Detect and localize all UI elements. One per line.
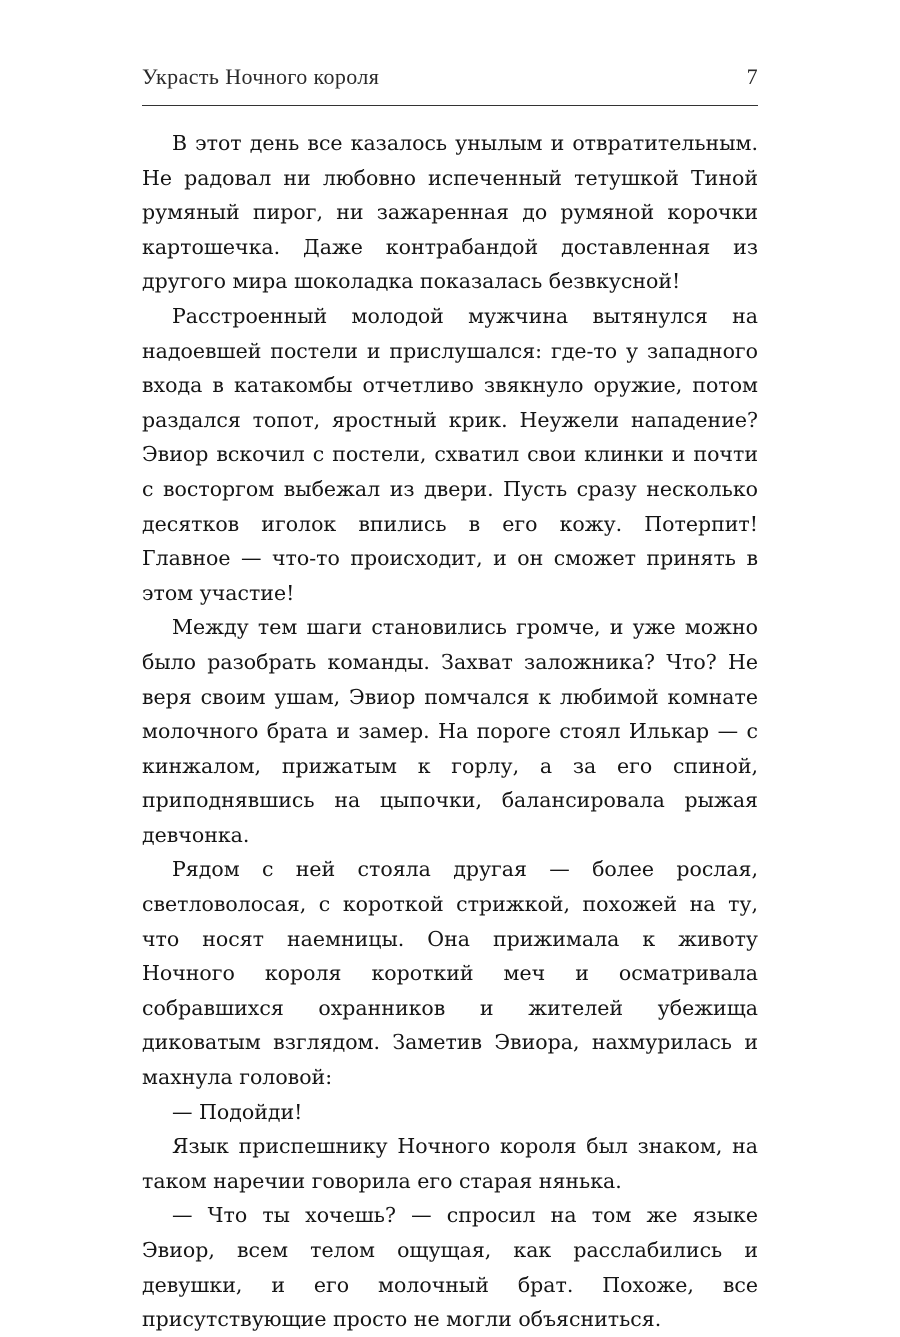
page-number: 7 <box>746 64 758 89</box>
header-divider <box>142 105 758 106</box>
dialogue-line-1: — Подойди! <box>172 1099 303 1124</box>
paragraph-4: Рядом с ней стояла другая — более рослая, светловолосая, с короткой стрижкой, похожей на ту, что носят наемницы. Она прижимала к животу Ночного короля короткий меч и осматривала собравшихся охранников и жителей убежища диковатым взглядом. Заметив Эвиора, нахмурилась и махнула головой: <box>142 857 758 1090</box>
dialogue-line-2: — Что ты хочешь? — спросил на том же языке Эвиор, всем телом ощущая, как расслабились и девушки, и его молочный брат. Похоже, все присутствующие просто не могли объясниться. <box>142 1203 758 1332</box>
paragraph-2: Расстроенный молодой мужчина вытянулся на надоевшей постели и прислушался: где-то у западного входа в катакомбы отчетливо звякнуло оружие, потом раздался топот, яростный крик. Неужели нападение? Эвиор вскочил с постели, схватил свои клинки и почти с восторгом выбежал из двери. Пусть сразу несколько десятков иголок впились в его кожу. Потерпит! Главное — что-то происходит, и он сможет принять в этом участие! <box>142 303 758 605</box>
page-body <box>142 126 758 1337</box>
paragraph-1: В этот день все казалось унылым и отвратительным. Не радовал ни любовно испеченный тетушкой Тиной румяный пирог, ни зажаренная до румяной корочки картошечка. Даже контрабандой доставленная из другого мира шоколадка показалась безвкусной! <box>142 131 758 294</box>
book-title: Украсть Ночного короля <box>142 64 380 89</box>
paragraph-3: Между тем шаги становились громче, и уже можно было разобрать команды. Захват заложника? Что? Не веря своим ушам, Эвиор помчался к любимой комнате молочного брата и замер. На пороге стоял Илькар — с кинжалом, прижатым к горлу, а за его спиной, приподнявшись на цыпочки, балансировала рыжая девчонка. <box>142 615 758 847</box>
running-header <box>142 64 758 104</box>
paragraph-5: Язык приспешнику Ночного короля был знаком, на таком наречии говорила его старая нянька. <box>142 1134 758 1193</box>
